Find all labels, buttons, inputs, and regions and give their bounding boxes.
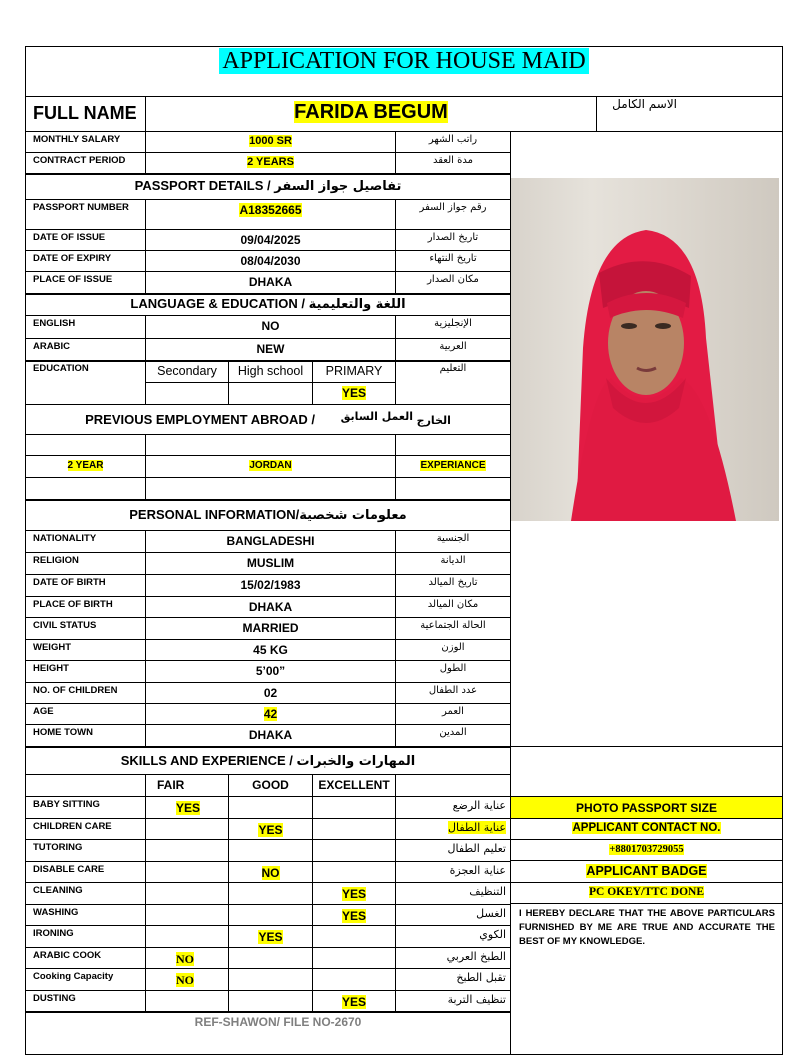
skill-label: CLEANING — [25, 882, 146, 905]
badge-label: APPLICANT BADGE — [586, 864, 707, 878]
employment-note: EXPERIANCE — [420, 460, 486, 471]
personal-row-value: DHAKA — [248, 728, 293, 742]
personal-row-value: BANGLADESHI — [226, 534, 315, 548]
skill-good-cell — [228, 947, 313, 969]
skill-label-ar-text: الكوي — [479, 928, 506, 941]
skills-col-fair: FAIR — [145, 774, 229, 797]
contract-row-value: 2 YEARS — [247, 156, 294, 168]
language-row-value-cell — [145, 315, 396, 339]
personal-row-value-cell — [145, 660, 396, 683]
skill-label-ar — [395, 796, 511, 819]
employment-note-cell — [395, 455, 511, 478]
skill-good-cell — [228, 882, 313, 905]
skill-label-ar-text: عناية الطفال — [447, 821, 506, 834]
education-level-high-school: High school — [228, 360, 313, 383]
skill-label-ar — [395, 947, 511, 969]
skill-label-ar-text: تقبل الطبخ — [456, 971, 506, 984]
skill-good-cell — [228, 861, 313, 883]
personal-row-label: AGE — [25, 703, 146, 725]
education-value-high-school — [228, 382, 313, 405]
skill-label-ar-text: الطبخ العربي — [446, 950, 506, 963]
personal-row-value: 15/02/1983 — [240, 578, 301, 592]
personal-row-value-cell — [145, 639, 396, 661]
passport-header: PASSPORT DETAILS / تفاصيل جواز السفر — [25, 173, 511, 200]
employment-note-cell — [395, 477, 511, 501]
skill-excellent-cell — [312, 839, 396, 862]
declaration-text: I HEREBY DECLARE THAT THE ABOVE PARTICULARS FURNISHED BY ME ARE TRUE AND ACCURATE THE BEST OF MY KNOWLEDGE. — [519, 908, 775, 947]
personal-row-value-cell — [145, 530, 396, 553]
language-row-label-ar: العربية — [395, 338, 511, 362]
personal-row-value-cell — [145, 682, 396, 704]
personal-row-value: 5’00” — [255, 664, 286, 678]
reference-cell — [25, 1011, 511, 1055]
passport-row-label: PASSPORT NUMBER — [25, 199, 146, 230]
skill-fair-cell — [145, 925, 229, 948]
personal-row-label-ar: عدد الطفال — [395, 682, 511, 704]
passport-row-value-cell — [145, 229, 396, 251]
skill-label-ar — [395, 968, 511, 991]
skill-fair-value: NO — [176, 973, 194, 987]
personal-row-label: HEIGHT — [25, 660, 146, 683]
skill-label: DUSTING — [25, 990, 146, 1013]
passport-row-value: 08/04/2030 — [240, 254, 301, 268]
skill-excellent-cell — [312, 947, 396, 969]
personal-row-label: RELIGION — [25, 552, 146, 575]
employment-country-cell — [145, 477, 396, 501]
contract-row-value: 1000 SR — [249, 135, 292, 147]
personal-row-label: CIVIL STATUS — [25, 617, 146, 640]
contract-row-label: CONTRACT PERIOD — [25, 152, 146, 175]
language-header: LANGUAGE & EDUCATION / اللغة والتعليمية — [25, 293, 511, 316]
skill-label: BABY SITTING — [25, 796, 146, 819]
skill-label: ARABIC COOK — [25, 947, 146, 969]
personal-row-label-ar: الحالة الجتماعية — [395, 617, 511, 640]
skill-label-ar — [395, 818, 511, 840]
passport-row-value: A18352665 — [239, 203, 302, 217]
skill-excellent-cell — [312, 968, 396, 991]
skill-fair-cell — [145, 968, 229, 991]
skill-label-ar-text: عناية الرضع — [452, 799, 506, 812]
skill-label-ar-text: الغسل — [476, 907, 506, 920]
personal-row-label: NATIONALITY — [25, 530, 146, 553]
passport-row-value: DHAKA — [248, 275, 293, 289]
skill-good-value: YES — [258, 823, 283, 837]
personal-row-label: DATE OF BIRTH — [25, 574, 146, 597]
personal-row-label-ar: الديانة — [395, 552, 511, 575]
skill-fair-cell — [145, 861, 229, 883]
passport-row-value: 09/04/2025 — [240, 233, 301, 247]
personal-row-label-ar: العمر — [395, 703, 511, 725]
page-title: APPLICATION FOR HOUSE MAID — [219, 48, 588, 74]
passport-row-label: DATE OF EXPIRY — [25, 250, 146, 272]
employment-country-cell — [145, 434, 396, 456]
education-value-primary: YES — [341, 386, 366, 400]
education-value-primary-cell — [312, 382, 396, 405]
contract-row-label-ar: راتب الشهر — [395, 131, 511, 153]
employment-country: JORDAN — [249, 460, 292, 471]
contact-label-cell — [510, 818, 783, 840]
badge-value-cell — [510, 882, 783, 904]
skill-label-ar — [395, 904, 511, 926]
employment-country-cell — [145, 455, 396, 478]
skill-label-ar — [395, 839, 511, 862]
skills-header: SKILLS AND EXPERIENCE / المهارات والخبرات — [25, 746, 511, 775]
skill-excellent-cell — [312, 990, 396, 1013]
skill-fair-cell — [145, 882, 229, 905]
skill-good-cell — [228, 839, 313, 862]
skill-excellent-cell — [312, 882, 396, 905]
full-name-value: FARIDA BEGUM — [294, 101, 448, 123]
skill-excellent-value: YES — [341, 995, 366, 1009]
personal-row-value: 02 — [263, 686, 278, 700]
skill-fair-cell — [145, 990, 229, 1013]
personal-row-value: 45 KG — [253, 643, 288, 657]
skill-fair-cell — [145, 796, 229, 819]
personal-row-label-ar: تاريخ الميالد — [395, 574, 511, 597]
education-label: EDUCATION — [25, 360, 146, 405]
badge-value: PC OKEY/TTC DONE — [588, 886, 704, 898]
passport-row-value-cell — [145, 250, 396, 272]
photo-size-label: PHOTO PASSPORT SIZE — [510, 796, 783, 819]
skill-label-ar-text: التنظيف — [469, 885, 506, 898]
skills-col-ar-blank — [395, 774, 511, 797]
skill-excellent-cell — [312, 904, 396, 926]
skill-fair-cell — [145, 839, 229, 862]
personal-row-value: DHAKA — [248, 600, 293, 614]
personal-row-label-ar: الجنسية — [395, 530, 511, 553]
education-label-ar: التعليم — [395, 360, 511, 405]
passport-row-value-cell — [145, 271, 396, 295]
contact-value-cell — [510, 839, 783, 861]
skills-col-good: GOOD — [228, 774, 313, 797]
contract-row-label-ar: مدة العقد — [395, 152, 511, 175]
skill-fair-cell — [145, 818, 229, 840]
full-name-value-cell — [145, 96, 597, 132]
skill-label: IRONING — [25, 925, 146, 948]
skill-label: CHILDREN CARE — [25, 818, 146, 840]
skills-col-blank — [25, 774, 146, 797]
skill-excellent-cell — [312, 861, 396, 883]
full-name-label: FULL NAME — [25, 96, 146, 132]
skill-label: Cooking Capacity — [25, 968, 146, 991]
education-level-primary: PRIMARY — [312, 360, 396, 383]
applicant-photo — [511, 178, 779, 521]
skill-label: WASHING — [25, 904, 146, 926]
skill-label-ar — [395, 990, 511, 1013]
skill-good-cell — [228, 796, 313, 819]
skill-good-cell — [228, 818, 313, 840]
skill-label-ar-text: تعليم الطفال — [447, 842, 506, 855]
personal-row-label-ar: الوزن — [395, 639, 511, 661]
contract-row-value-cell — [145, 131, 396, 153]
skills-col-excellent: EXCELLENT — [312, 774, 396, 797]
personal-row-value-cell — [145, 724, 396, 748]
language-row-value-cell — [145, 338, 396, 362]
employment-note-cell — [395, 434, 511, 456]
skill-label-ar-text: عناية العجزة — [449, 864, 506, 877]
passport-row-label-ar: تاريخ النتهاء — [395, 250, 511, 272]
skill-fair-value: YES — [176, 801, 201, 815]
education-value-secondary — [145, 382, 229, 405]
language-row-value: NO — [261, 319, 280, 333]
employment-duration-cell — [25, 477, 146, 501]
declaration-cell — [510, 903, 783, 1055]
contract-row-label: MONTHLY SALARY — [25, 131, 146, 153]
passport-row-label-ar: تاريخ الصدار — [395, 229, 511, 251]
skill-label: DISABLE CARE — [25, 861, 146, 883]
skill-excellent-cell — [312, 925, 396, 948]
personal-row-value-cell — [145, 552, 396, 575]
personal-row-label-ar: الطول — [395, 660, 511, 683]
badge-label-cell — [510, 860, 783, 883]
title-row — [25, 46, 783, 97]
passport-row-label: DATE OF ISSUE — [25, 229, 146, 251]
skill-label-ar — [395, 861, 511, 883]
language-row-label: ARABIC — [25, 338, 146, 362]
employment-duration: 2 YEAR — [67, 460, 104, 471]
language-row-label-ar: الإنجليزية — [395, 315, 511, 339]
skill-excellent-value: YES — [341, 887, 366, 901]
contact-label: APPLICANT CONTACT NO. — [572, 822, 721, 834]
contract-row-value-cell — [145, 152, 396, 175]
personal-row-value: MARRIED — [242, 621, 299, 635]
language-row-label: ENGLISH — [25, 315, 146, 339]
personal-row-label-ar: المدين — [395, 724, 511, 748]
skill-excellent-cell — [312, 796, 396, 819]
personal-row-value-cell — [145, 703, 396, 725]
personal-row-value: MUSLIM — [246, 556, 295, 570]
skill-excellent-value: YES — [341, 909, 366, 923]
skill-label-ar-text: تنظيف التربة — [447, 993, 506, 1006]
employment-duration-cell — [25, 434, 146, 456]
skill-fair-cell — [145, 947, 229, 969]
personal-row-label-ar: مكان الميالد — [395, 596, 511, 618]
personal-row-label: PLACE OF BIRTH — [25, 596, 146, 618]
passport-row-label-ar: مكان الصدار — [395, 271, 511, 295]
skill-good-cell — [228, 968, 313, 991]
passport-row-label: PLACE OF ISSUE — [25, 271, 146, 295]
passport-row-value-cell — [145, 199, 396, 230]
skill-label: TUTORING — [25, 839, 146, 862]
personal-row-value-cell — [145, 574, 396, 597]
skill-good-cell — [228, 925, 313, 948]
personal-row-label: HOME TOWN — [25, 724, 146, 748]
personal-row-value-cell — [145, 596, 396, 618]
applicant-portrait-icon — [511, 178, 779, 521]
employment-duration-cell — [25, 455, 146, 478]
skill-good-value: NO — [261, 866, 280, 880]
education-level-secondary: Secondary — [145, 360, 229, 383]
personal-row-label: NO. OF CHILDREN — [25, 682, 146, 704]
employment-header: PREVIOUS EMPLOYMENT ABROAD / الخارج $^{العمل السابق}$ — [25, 404, 511, 435]
full-name-label-ar: الاسم الكامل — [596, 96, 783, 132]
language-row-value: NEW — [256, 342, 285, 356]
skill-label-ar — [395, 882, 511, 905]
personal-row-label: WEIGHT — [25, 639, 146, 661]
skill-excellent-cell — [312, 818, 396, 840]
passport-row-label-ar: رقم جواز السفر — [395, 199, 511, 230]
personal-row-value: 42 — [263, 707, 278, 721]
skill-label-ar — [395, 925, 511, 948]
skill-fair-cell — [145, 904, 229, 926]
skill-good-cell — [228, 904, 313, 926]
reference-text: REF-SHAWON/ FILE NO-2670 — [194, 1015, 362, 1029]
skill-good-cell — [228, 990, 313, 1013]
personal-row-value-cell — [145, 617, 396, 640]
skill-fair-value: NO — [176, 952, 194, 966]
personal-header: PERSONAL INFORMATION/معلومات شخصية — [25, 499, 511, 531]
skill-good-value: YES — [258, 930, 283, 944]
contact-value[interactable]: +8801703729055 — [609, 844, 684, 855]
